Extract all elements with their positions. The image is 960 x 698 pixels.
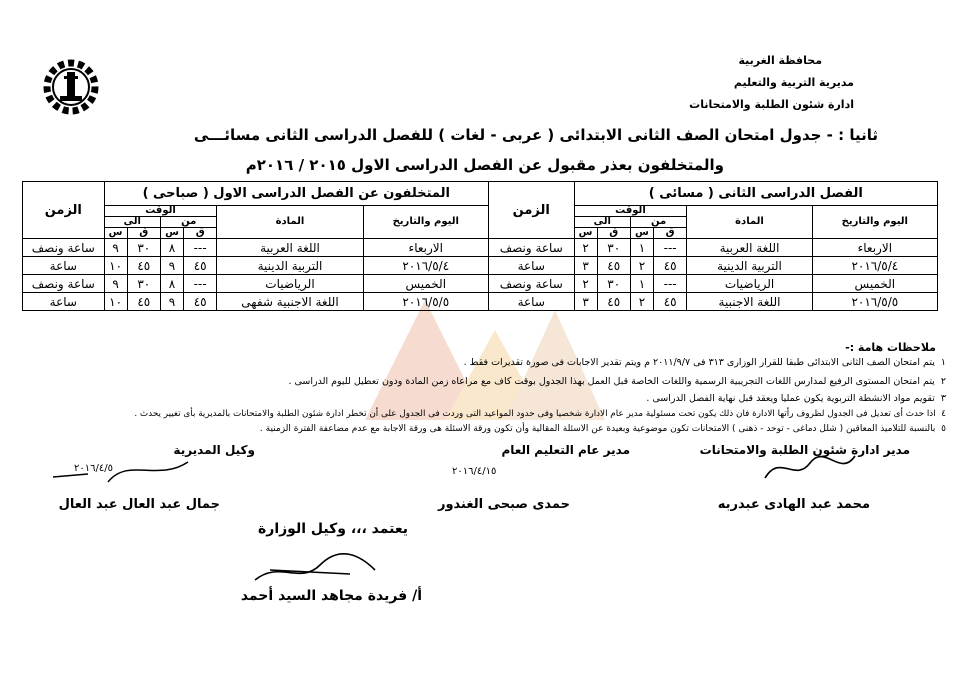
right-to-hr-cell: ٣ [574, 257, 597, 275]
right-duration-cell: ساعة ونصف [488, 239, 574, 257]
left-duration-cell: ساعة [23, 257, 105, 275]
right-duration-header: الزمن [488, 182, 574, 239]
right-from-hr-cell: ٢ [630, 257, 653, 275]
right-subject-cell: الرياضيات [687, 275, 812, 293]
signature-name-student-affairs: محمد عبد الهادى عبدربه [717, 497, 870, 512]
handwritten-signature-icon [760, 448, 860, 488]
right-to-header: الى [574, 217, 630, 228]
right-subject-header: المادة [687, 206, 812, 239]
right-from-hr-cell: ١ [630, 239, 653, 257]
right-duration-cell: ساعة ونصف [488, 275, 574, 293]
left-duration-header: الزمن [23, 182, 105, 239]
general-director-date: ٢٠١٦/٤/١٥ [452, 466, 497, 477]
right-from-min-cell: ٤٥ [653, 257, 686, 275]
left-from-hr-cell: ٩ [160, 257, 183, 275]
right-to-min-cell: ٤٥ [597, 293, 630, 311]
directorate-label: مديرية التربية والتعليم [733, 76, 854, 89]
left-from-hr-cell: ٨ [160, 239, 183, 257]
list-item: ٤ اذا حدث أى تعديل فى الجدول لظروف رأتها الادارة فان ذلك يكون تحت مسئولية مدير عام الادارة شخصيا وفى حدود المواعيد التى وردت فى الجدول على أن تخطر ادارة شئون الطلبة والامتحانات بالمديرية بأى تغيير يحدث . [134, 409, 946, 419]
left-from-header: من [160, 217, 216, 228]
right-from-min-cell: ٤٥ [653, 293, 686, 311]
signature-title-general-director: مدير عام التعليم العام [501, 443, 630, 457]
right-day-cell: الخميس [812, 275, 937, 293]
right-from-hr-cell: ٢ [630, 293, 653, 311]
right-day-date-header: اليوم والتاريخ [812, 206, 937, 239]
left-subject-cell: اللغة العربية [217, 239, 363, 257]
table-row [23, 239, 938, 257]
left-subject-header: المادة [217, 206, 363, 239]
table-row [23, 293, 938, 311]
right-to-min-header: ق [597, 228, 630, 239]
exam-subtitle: والمتخلفون بعذر مقبول عن الفصل الدراسى الاول ٢٠١٥ / ٢٠١٦م [245, 156, 724, 174]
signature-name-general-director: حمدى صبحى الغندور [437, 497, 570, 512]
left-from-hr-cell: ٨ [160, 275, 183, 293]
right-from-min-header: ق [653, 228, 686, 239]
right-day-cell: ٢٠١٦/٥/٤ [812, 257, 937, 275]
left-duration-cell: ساعة [23, 293, 105, 311]
left-day-cell: ٢٠١٦/٥/٥ [363, 293, 488, 311]
gear-emblem-icon [40, 56, 102, 118]
left-from-min-cell: ٤٥ [183, 293, 216, 311]
approval-label: يعتمد ،،، وكيل الوزارة [258, 521, 408, 537]
left-section-title: المتخلفون عن الفصل الدراسى الاول ( صباحى ) [104, 182, 488, 206]
left-duration-cell: ساعة ونصف [23, 239, 105, 257]
right-from-header: من [630, 217, 686, 228]
left-to-min-cell: ٣٠ [127, 239, 160, 257]
left-from-hr-cell: ٩ [160, 293, 183, 311]
left-to-min-cell: ٤٥ [127, 257, 160, 275]
handwritten-signature-icon [48, 452, 198, 492]
right-to-hr-cell: ٢ [574, 239, 597, 257]
right-to-hr-cell: ٣ [574, 293, 597, 311]
exam-title: ثانيا : - جدول امتحان الصف الثانى الابتدائى ( عربى - لغات ) للفصل الدراسى الثانى مسائـــى [193, 126, 878, 144]
left-from-min-cell: ٤٥ [183, 257, 216, 275]
left-from-min-cell: --- [183, 239, 216, 257]
left-to-hr-cell: ٩ [104, 275, 127, 293]
left-to-header: الى [104, 217, 160, 228]
left-to-min-cell: ٣٠ [127, 275, 160, 293]
list-item: ٣ تقويم مواد الانشطة التربوية يكون عمليا ويعقد قبل نهاية الفصل الدراسى . [646, 393, 946, 404]
right-to-min-cell: ٤٥ [597, 257, 630, 275]
approver-name: أ/ فريدة مجاهد السيد أحمد [240, 588, 422, 604]
list-item: ٢ يتم امتحان المستوى الرفيع لمدارس اللغات التجريبية الرسمية واللغات الخاصة قبل العمل بهذا الجدول بوقت كاف مع مراعاه زمن المادة ودون تعطيل لليوم الدراسى . [288, 376, 946, 387]
list-item: ١ يتم امتحان الصف الثانى الابتدائى طبقا للقرار الوزارى ٣١٣ فى ٢٠١١/٩/٧ م ويتم تقدير الاجابات فى صورة تقديرات فقط . [463, 357, 946, 368]
left-duration-cell: ساعة ونصف [23, 275, 105, 293]
right-to-hr-cell: ٢ [574, 275, 597, 293]
deputy-directorate-date: ٢٠١٦/٤/٥ [74, 463, 113, 474]
left-day-cell: الخميس [363, 275, 488, 293]
left-to-hr-cell: ١٠ [104, 293, 127, 311]
left-to-min-header: ق [127, 228, 160, 239]
left-subject-cell: اللغة الاجنبية شفهى [217, 293, 363, 311]
right-subject-cell: اللغة العربية [687, 239, 812, 257]
right-duration-cell: ساعة [488, 293, 574, 311]
right-duration-cell: ساعة [488, 257, 574, 275]
exam-schedule-table [22, 181, 938, 311]
left-from-min-cell: --- [183, 275, 216, 293]
right-from-min-cell: --- [653, 275, 686, 293]
right-subject-cell: التربية الدينية [687, 257, 812, 275]
list-item: ٥ بالنسبة للتلاميذ المعاقين ( شلل دماغى - توحد - ذهنى ) الامتحانات تكون موضوعية وبعيدة عن الاسئلة المقالية وأن تكون ورقة الاسئلة هى ورقة الاجابة مع عدم مضاعفة الفترة الزمنية . [259, 424, 946, 434]
right-from-hr-header: س [630, 228, 653, 239]
left-day-cell: الاربعاء [363, 239, 488, 257]
right-to-hr-header: س [574, 228, 597, 239]
left-time-header: الوقت [104, 206, 217, 217]
right-subject-cell: اللغة الاجنبية [687, 293, 812, 311]
left-from-hr-header: س [160, 228, 183, 239]
left-to-hr-cell: ٩ [104, 239, 127, 257]
left-subject-cell: الرياضيات [217, 275, 363, 293]
right-to-min-cell: ٣٠ [597, 275, 630, 293]
left-day-date-header: اليوم والتاريخ [363, 206, 488, 239]
right-time-header: الوقت [574, 206, 687, 217]
left-to-hr-cell: ١٠ [104, 257, 127, 275]
table-row [23, 275, 938, 293]
right-section-title: الفصل الدراسى الثانى ( مسائى ) [574, 182, 937, 206]
right-day-cell: الاربعاء [812, 239, 937, 257]
signature-title-student-affairs: مدير ادارة شئون الطلبة والامتحانات [699, 443, 910, 457]
governorate-label: محافظة الغربية [738, 54, 822, 67]
department-label: ادارة شئون الطلبة والامتحانات [689, 98, 854, 111]
left-subject-cell: التربية الدينية [217, 257, 363, 275]
signature-title-deputy-directorate: وكيل المديرية [173, 443, 255, 457]
table-row [23, 257, 938, 275]
notes-heading: ملاحظات هامة :- [845, 341, 936, 354]
right-from-min-cell: --- [653, 239, 686, 257]
signature-name-deputy-directorate: جمال عبد العال عبد العال [58, 497, 220, 512]
left-from-min-header: ق [183, 228, 216, 239]
left-day-cell: ٢٠١٦/٥/٤ [363, 257, 488, 275]
right-to-min-cell: ٣٠ [597, 239, 630, 257]
handwritten-signature-icon [250, 540, 380, 590]
left-to-min-cell: ٤٥ [127, 293, 160, 311]
left-to-hr-header: س [104, 228, 127, 239]
right-day-cell: ٢٠١٦/٥/٥ [812, 293, 937, 311]
right-from-hr-cell: ١ [630, 275, 653, 293]
